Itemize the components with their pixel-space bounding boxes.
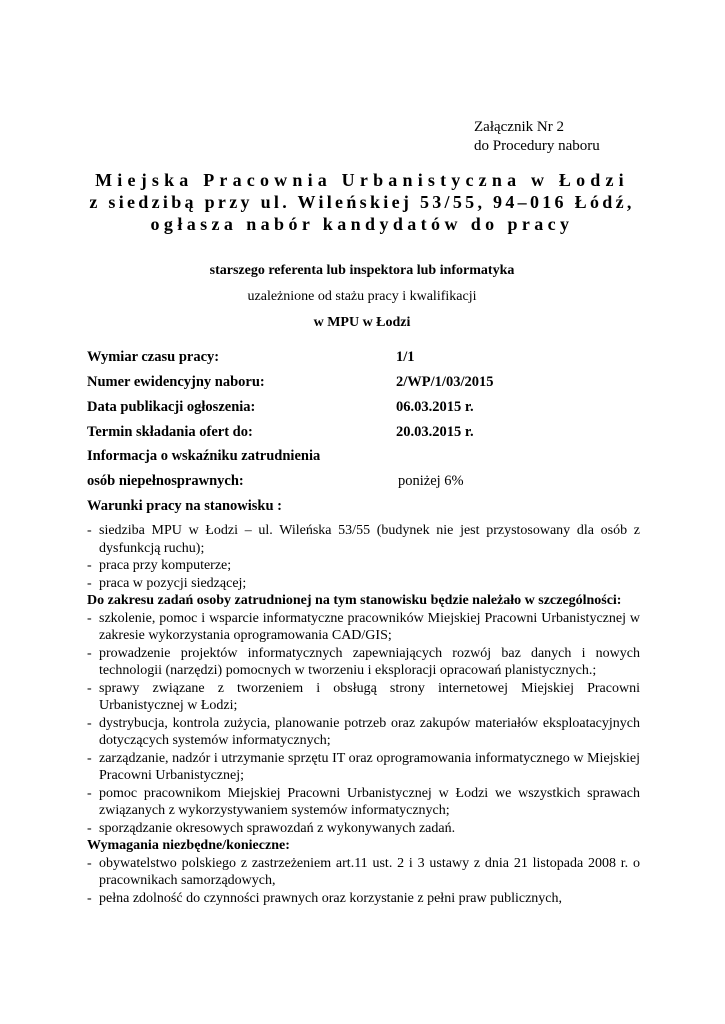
work-conditions-heading: Warunki pracy na stanowisku : bbox=[87, 498, 282, 514]
position-name: starszego referenta lub inspektora lub informatyka bbox=[209, 263, 515, 278]
title-line-1: Miejska Pracownia Urbanistyczna w Łodzi bbox=[95, 170, 629, 190]
list-item: - prowadzenie projektów informatycznych zapewniających rozwój baz danych i nowych technologii (narzędzi) pomocnych w tworzeniu i eksploracji opracowań planistycznych.; bbox=[87, 645, 640, 678]
detail-value: 06.03.2015 r. bbox=[396, 399, 474, 415]
detail-label: Numer ewidencyjny naboru: bbox=[87, 374, 265, 390]
title-line-3: ogłasza nabór kandydatów do pracy bbox=[150, 214, 574, 234]
duties-heading: Do zakresu zadań osoby zatrudnionej na tym stanowisku będzie należało w szczególności: bbox=[87, 593, 622, 608]
list-item: - praca przy komputerze; bbox=[87, 558, 232, 573]
list-item: - obywatelstwo polskiego z zastrzeżeniem art.11 ust. 2 i 3 ustawy z dnia 21 listopada 2008 r. o pracownikach samorządowych, bbox=[87, 855, 640, 888]
list-item: - szkolenie, pomoc i wsparcie informatyczne pracowników Miejskiej Pracowni Urbanistycznej w zakresie wykorzystania oprogramowania CAD/GIS; bbox=[87, 610, 640, 643]
detail-label: Data publikacji ogłoszenia: bbox=[87, 399, 256, 415]
list-item: - pełna zdolność do czynności prawnych oraz korzystanie z pełni praw publicznych, bbox=[87, 890, 562, 906]
indicator-label-2: osób niepełnosprawnych: bbox=[87, 473, 244, 489]
list-item: - sporządzanie okresowych sprawozdań z wykonywanych zadań. bbox=[87, 820, 456, 836]
requirements-heading: Wymagania niezbędne/konieczne: bbox=[87, 838, 290, 853]
annex-note bbox=[474, 118, 600, 156]
indicator-value: poniżej 6% bbox=[398, 473, 464, 489]
position-note: uzależnione od stażu pracy i kwalifikacji bbox=[247, 289, 477, 304]
detail-label: Wymiar czasu pracy: bbox=[87, 349, 220, 365]
annex-line-1: Załącznik Nr 2 bbox=[474, 119, 564, 135]
list-item: - praca w pozycji siedzącej; bbox=[87, 575, 247, 591]
position-place: w MPU w Łodzi bbox=[313, 315, 411, 330]
list-item: - dystrybucja, kontrola zużycia, planowanie potrzeb oraz zakupów materiałów eksploatacyjnych dotyczących systemów informatycznych; bbox=[87, 715, 640, 748]
list-item: - sprawy związane z tworzeniem i obsługą strony internetowej Miejskiej Pracowni Urbanistycznej w Łodzi; bbox=[87, 680, 640, 713]
detail-label: Termin składania ofert do: bbox=[87, 424, 253, 440]
annex-line-2: do Procedury naboru bbox=[474, 138, 600, 154]
list-item: - pomoc pracownikom Miejskiej Pracowni Urbanistycznej w Łodzi we wszystkich sprawach związanych z wykorzystywaniem systemów informatycznych; bbox=[87, 785, 640, 818]
title-line-2: z siedzibą przy ul. Wileńskiej 53/55, 94–016 Łódź, bbox=[89, 192, 635, 212]
list-item: - zarządzanie, nadzór i utrzymanie sprzętu IT oraz oprogramowania informatycznego w Miejskiej Pracowni Urbanistycznej; bbox=[87, 750, 640, 783]
body-text bbox=[87, 522, 640, 907]
detail-value: 1/1 bbox=[396, 349, 415, 365]
list-item: - siedziba MPU w Łodzi – ul. Wileńska 53/55 (budynek nie jest przystosowany dla osób z dysfunkcją ruchu); bbox=[87, 523, 640, 556]
detail-value: 20.03.2015 r. bbox=[396, 424, 474, 440]
detail-value: 2/WP/1/03/2015 bbox=[396, 374, 494, 390]
indicator-label-1: Informacja o wskaźniku zatrudnienia bbox=[87, 448, 321, 464]
